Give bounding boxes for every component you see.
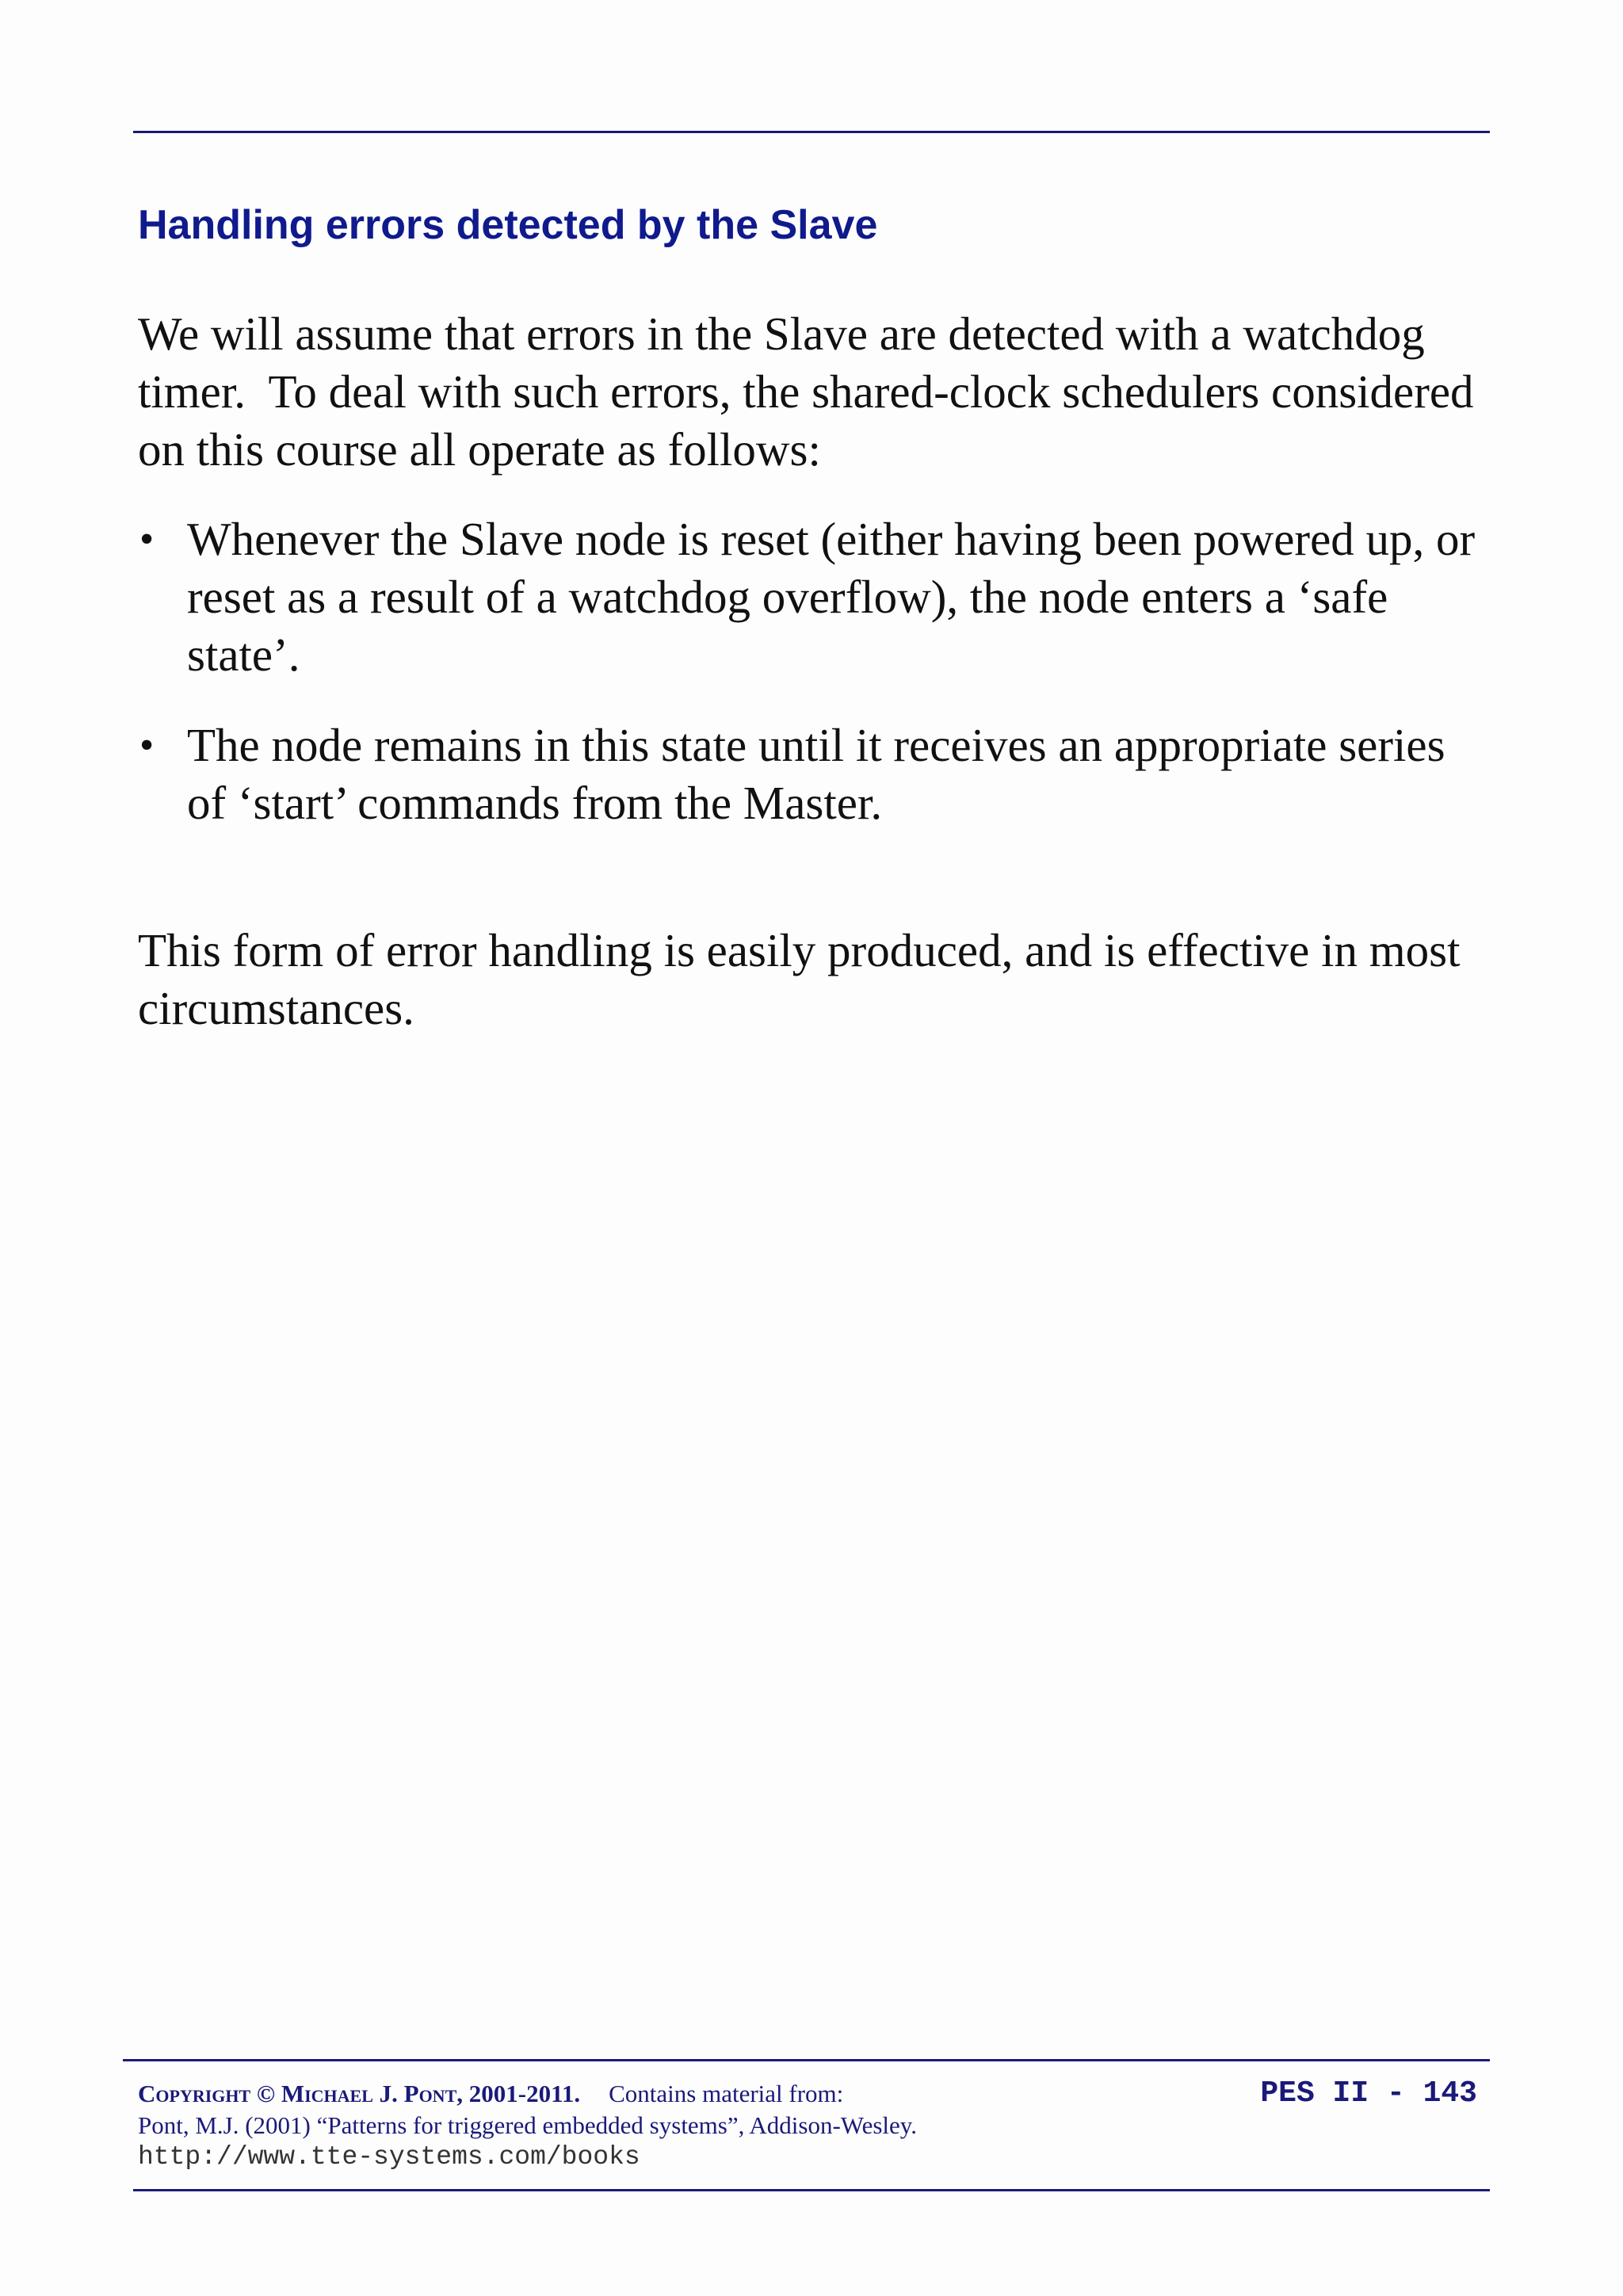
bullet-item-safe-state xyxy=(138,716,1485,832)
bullet-text: Whenever the Slave node is reset (either having been powered up, or reset as a result of a watchdog overflow), the node enters a ‘safe state’. xyxy=(187,513,1476,681)
page-number: PES II - 143 xyxy=(1260,2076,1477,2111)
footer-divider-bottom xyxy=(133,2189,1490,2191)
slide-heading: Handling errors detected by the Slave xyxy=(138,202,878,248)
footer-divider-top xyxy=(123,2059,1490,2061)
bullet-list xyxy=(138,510,1485,865)
bullet-text: The node remains in this state until it receives an appropriate series of ‘start’ commands from the Master. xyxy=(187,719,1445,829)
contains-material-label: Contains material from: xyxy=(609,2080,844,2107)
footer-url: http://www.tte-systems.com/books xyxy=(138,2142,640,2172)
footer-copyright-line xyxy=(138,2078,843,2110)
bullet-icon: • xyxy=(139,517,155,562)
bullet-item-reset xyxy=(138,510,1485,684)
intro-paragraph: We will assume that errors in the Slave are detected with a watchdog timer. To deal with such errors, the shared-clock schedulers considered on this course all operate as follows: xyxy=(138,308,1474,476)
copyright-notice: Copyright © Michael J. Pont, 2001-2011. xyxy=(138,2080,581,2107)
header-divider xyxy=(133,131,1490,133)
footer-citation: Pont, M.J. (2001) “Patterns for triggered embedded systems”, Addison-Wesley. xyxy=(138,2111,918,2139)
bullet-icon: • xyxy=(139,723,155,768)
conclusion-paragraph: This form of error handling is easily produced, and is effective in most circumstances. xyxy=(138,924,1461,1034)
